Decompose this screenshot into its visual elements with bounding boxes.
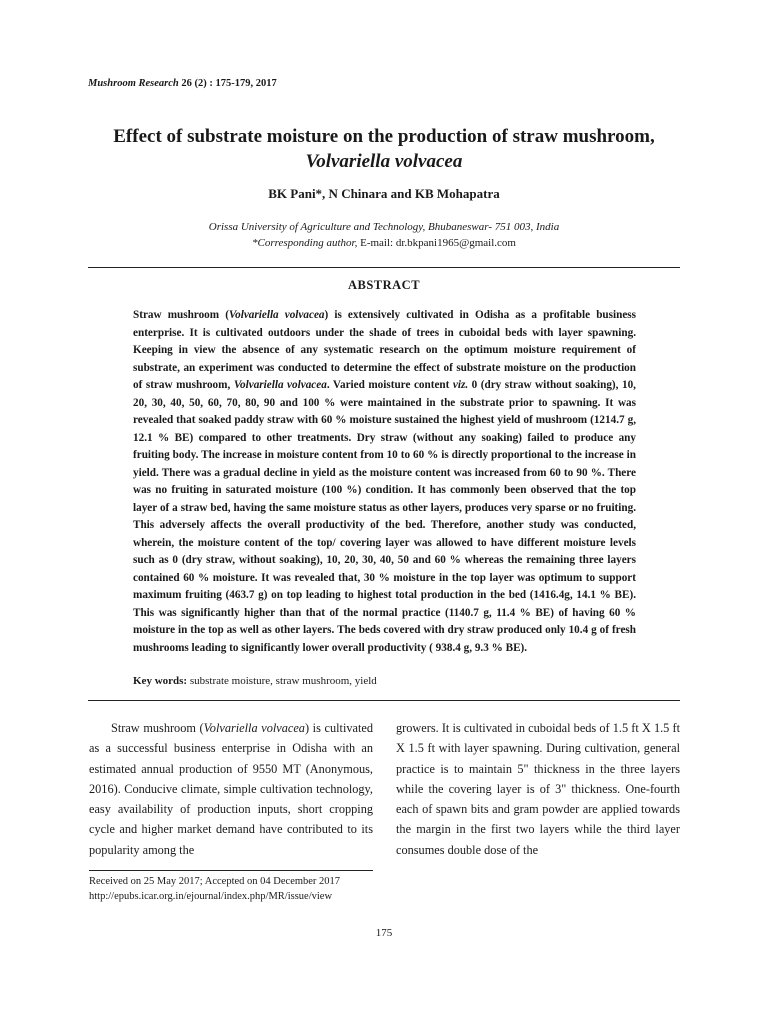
page-number: 175 xyxy=(375,927,393,939)
abstract-rule xyxy=(88,700,680,701)
body-text: ) is cultivated as a successful business enterprise in Odisha with an estimated annual production of 9550 MT (Anonymous, 2016). Conducive climate, simple cultivation technology, easy availability of production inputs, short cropping cycle and higher market demand have contributed to its popularity among the xyxy=(89,721,373,857)
abstract-part: Straw mushroom ( xyxy=(133,309,229,321)
corresponding-line xyxy=(0,235,768,251)
paper-title xyxy=(60,124,708,174)
affiliation-block xyxy=(0,219,768,251)
journal-citation xyxy=(88,78,277,89)
corresponding-email: E-mail: dr.bkpani1965@gmail.com xyxy=(357,237,516,249)
body-column-right: growers. It is cultivated in cuboidal beds of 1.5 ft X 1.5 ft X 1.5 ft with layer spawning. During cultivation, general practice is to maintain 5" thickness in the three layers while the covering layer is of 3" thickness. One-fourth each of spawn bits and gram powder are applied towards the margin in the first two layers while the third layer consumes double dose of the xyxy=(396,721,680,857)
abstract-part: ) is extensively cultivated in Odisha as a profitable business enterprise. It is cultivated outdoors under the shade of trees in cuboidal beds with layer spawning. Keeping in view the absence of any systematic research on the optimum moisture requirement of substrate, an experiment was conducted to determine the effect of substrate moisture on the production of straw mushroom, xyxy=(133,309,637,391)
abstract-part: 0 (dry straw without soaking), 10, 20, 30, 40, 50, 60, 70, 80, 90 and 100 % were maintained in the substrate prior to spawning. It was revealed that soaked paddy straw with 60 % moisture sustained the highest yield of mushroom (1214.7 g, 12.1 % BE) compared to other treatments. Dry straw (without any soaking) failed to produce any fruiting body. The increase in moisture content from 10 to 60 % is directly proportional to the increase in yield. There was a gradual decline in yield as the moisture content was increased from 60 to 90 %. There was no fruiting in saturated moisture (100 %) condition. It has commonly been observed that the top layer of a straw bed, having the same moisture status as other layers, produces very sparse or no fruiting. This adversely affects the overall productivity of the bed. Therefore, another study was conducted, wherein, the moisture content of the top/ covering layer was allowed to have different moisture levels such as 0 (dry straw, without soaking), 10, 20, 30, 40, 50 and 60 % whereas the remaining three layers contained 60 % moisture. It was revealed that, 30 % moisture in the top layer was optimum to support maximum fruiting (463.7 g) on top leading to highest total production in the bed (1416.4g, 14.1 % BE). This was significantly higher than that of the normal practice (1140.7 g, 11.4 % BE) of having 60 % moisture in the top as well as other layers. The beds covered with dry straw produced only 10.4 g of fresh mushrooms leading to significantly lower overall productivity ( 938.4 g, 9.3 % BE). xyxy=(133,379,636,654)
abstract-viz: viz. xyxy=(452,379,469,391)
corresponding-label: *Corresponding author, xyxy=(252,237,358,249)
keywords xyxy=(133,675,636,687)
abstract-part: . Varied moisture content xyxy=(326,379,453,391)
footnote-rule xyxy=(89,870,373,871)
issue-url: http://epubs.icar.org.in/ejournal/index.php/MR/issue/view xyxy=(89,891,333,902)
body-column-left xyxy=(89,718,373,860)
header-rule xyxy=(88,267,680,268)
title-species: Volvariella volvacea xyxy=(305,151,463,172)
abstract-text xyxy=(133,307,636,657)
keywords-text: substrate moisture, straw mushroom, yield xyxy=(187,675,377,687)
footnote xyxy=(89,874,340,904)
body-species: Volvariella volvacea xyxy=(203,721,305,735)
received-dates: Received on 25 May 2017; Accepted on 04 December 2017 xyxy=(89,876,341,887)
keywords-label: Key words: xyxy=(133,675,188,687)
title-main: Effect of substrate moisture on the production of straw mushroom, xyxy=(113,126,655,147)
abstract-species: Volvariella volvacea xyxy=(233,379,327,391)
journal-volume: 26 (2) : 175-179, 2017 xyxy=(178,78,277,89)
abstract-species: Volvariella volvacea xyxy=(228,309,325,321)
author-list: BK Pani*, N Chinara and KB Mohapatra xyxy=(268,186,500,201)
institution: Orissa University of Agriculture and Technology, Bhubaneswar- 751 003, India xyxy=(208,221,560,233)
body-text: Straw mushroom ( xyxy=(111,721,204,735)
abstract-heading: ABSTRACT xyxy=(347,278,421,292)
journal-name: Mushroom Research xyxy=(88,78,179,89)
